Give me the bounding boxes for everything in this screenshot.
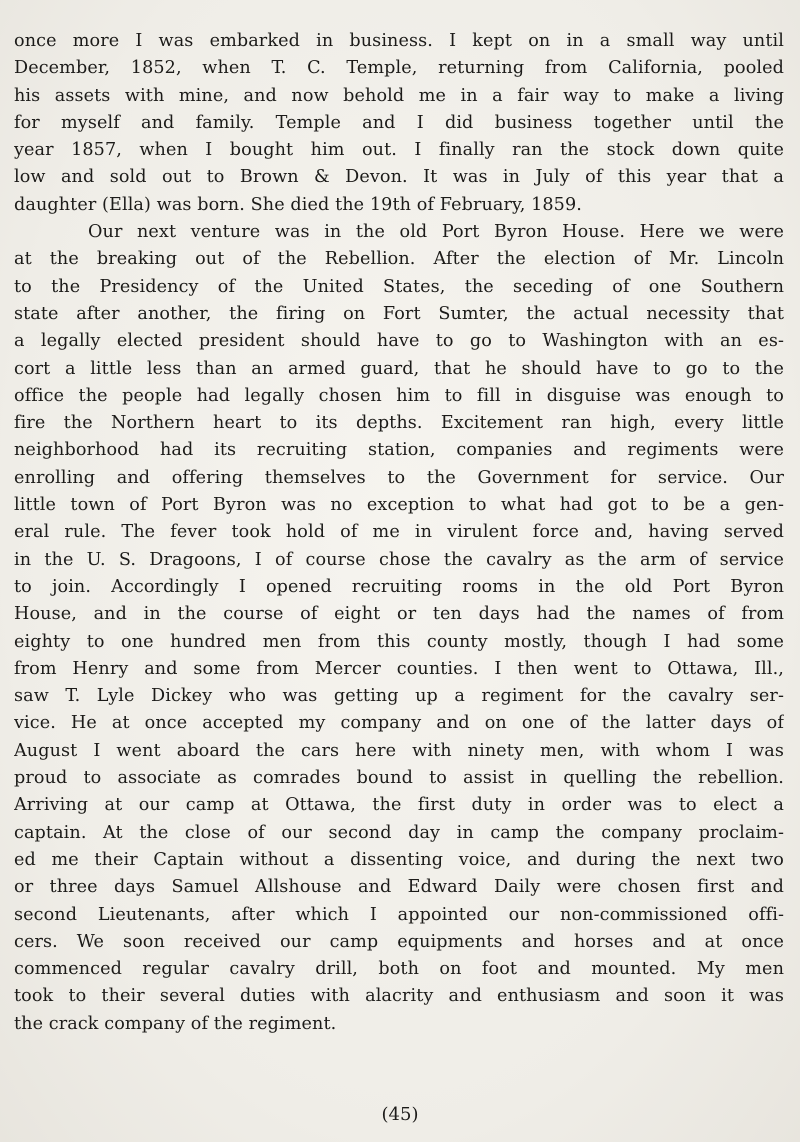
text-line: low and sold out to Brown & Devon. It was in July of this year that a bbox=[14, 167, 784, 188]
body-text bbox=[14, 28, 784, 1038]
text-line: eighty to one hundred men from this county mostly, though I had some bbox=[14, 631, 784, 652]
text-line: to join. Accordingly I opened recruiting rooms in the old Port Byron bbox=[14, 576, 784, 597]
text-line: took to their several duties with alacrity and enthusiasm and soon it was bbox=[14, 986, 784, 1007]
text-line: Arriving at our camp at Ottawa, the first duty in order was to elect a bbox=[14, 795, 784, 816]
text-line: neighborhood had its recruiting station, companies and regiments were bbox=[14, 440, 784, 461]
text-line: year 1857, when I bought him out. I finally ran the stock down quite bbox=[14, 140, 784, 161]
text-line: once more I was embarked in business. I kept on in a small way until bbox=[14, 31, 784, 51]
text-line: eral rule. The fever took hold of me in virulent force and, having served bbox=[14, 522, 784, 543]
text-line: from Henry and some from Mercer counties. I then went to Ottawa, Ill., bbox=[14, 658, 784, 679]
text-line: August I went aboard the cars here with ninety men, with whom I was bbox=[14, 740, 784, 761]
text-line: his assets with mine, and now behold me in a fair way to make a living bbox=[14, 85, 784, 106]
text-line: Our next venture was in the old Port Byron House. Here we were bbox=[88, 222, 784, 243]
text-line: a legally elected president should have to go to Washington with an es- bbox=[14, 331, 784, 352]
text-line: little town of Port Byron was no exception to what had got to be a gen- bbox=[14, 495, 784, 516]
text-line: state after another, the firing on Fort Sumter, the actual necessity that bbox=[14, 303, 784, 324]
page-number: (45) bbox=[381, 1104, 419, 1125]
text-line: second Lieutenants, after which I appointed our non-commissioned offi- bbox=[14, 904, 784, 925]
text-line: for myself and family. Temple and I did business together until the bbox=[14, 112, 784, 133]
text-line: cers. We soon received our camp equipments and horses and at once bbox=[14, 931, 784, 952]
text-line: office the people had legally chosen him to fill in disguise was enough to bbox=[14, 385, 784, 406]
text-line: captain. At the close of our second day in camp the company proclaim- bbox=[14, 822, 784, 843]
text-line: or three days Samuel Allshouse and Edward Daily were chosen first and bbox=[14, 877, 784, 898]
text-line: House, and in the course of eight or ten days had the names of from bbox=[14, 604, 784, 625]
text-line: daughter (Ella) was born. She died the 19th of February, 1859. bbox=[14, 194, 582, 215]
text-line: ed me their Captain without a dissenting voice, and during the next two bbox=[14, 849, 784, 870]
text-line: commenced regular cavalry drill, both on foot and mounted. My men bbox=[14, 959, 784, 980]
text-line: proud to associate as comrades bound to assist in quelling the rebellion. bbox=[14, 768, 784, 789]
text-line: saw T. Lyle Dickey who was getting up a regiment for the cavalry ser- bbox=[14, 686, 784, 707]
text-line: the crack company of the regiment. bbox=[14, 1013, 337, 1034]
text-line: vice. He at once accepted my company and on one of the latter days of bbox=[14, 713, 784, 734]
text-line: enrolling and offering themselves to the Government for service. Our bbox=[14, 467, 784, 488]
text-line: December, 1852, when T. C. Temple, returning from California, pooled bbox=[14, 58, 784, 79]
text-line: in the U. S. Dragoons, I of course chose the cavalry as the arm of service bbox=[14, 549, 784, 570]
text-line: fire the Northern heart to its depths. Excitement ran high, every little bbox=[14, 413, 784, 434]
text-line: to the Presidency of the United States, the seceding of one Southern bbox=[14, 276, 784, 297]
text-line: cort a little less than an armed guard, that he should have to go to the bbox=[14, 358, 784, 379]
text-line: at the breaking out of the Rebellion. After the election of Mr. Lincoln bbox=[14, 249, 784, 270]
